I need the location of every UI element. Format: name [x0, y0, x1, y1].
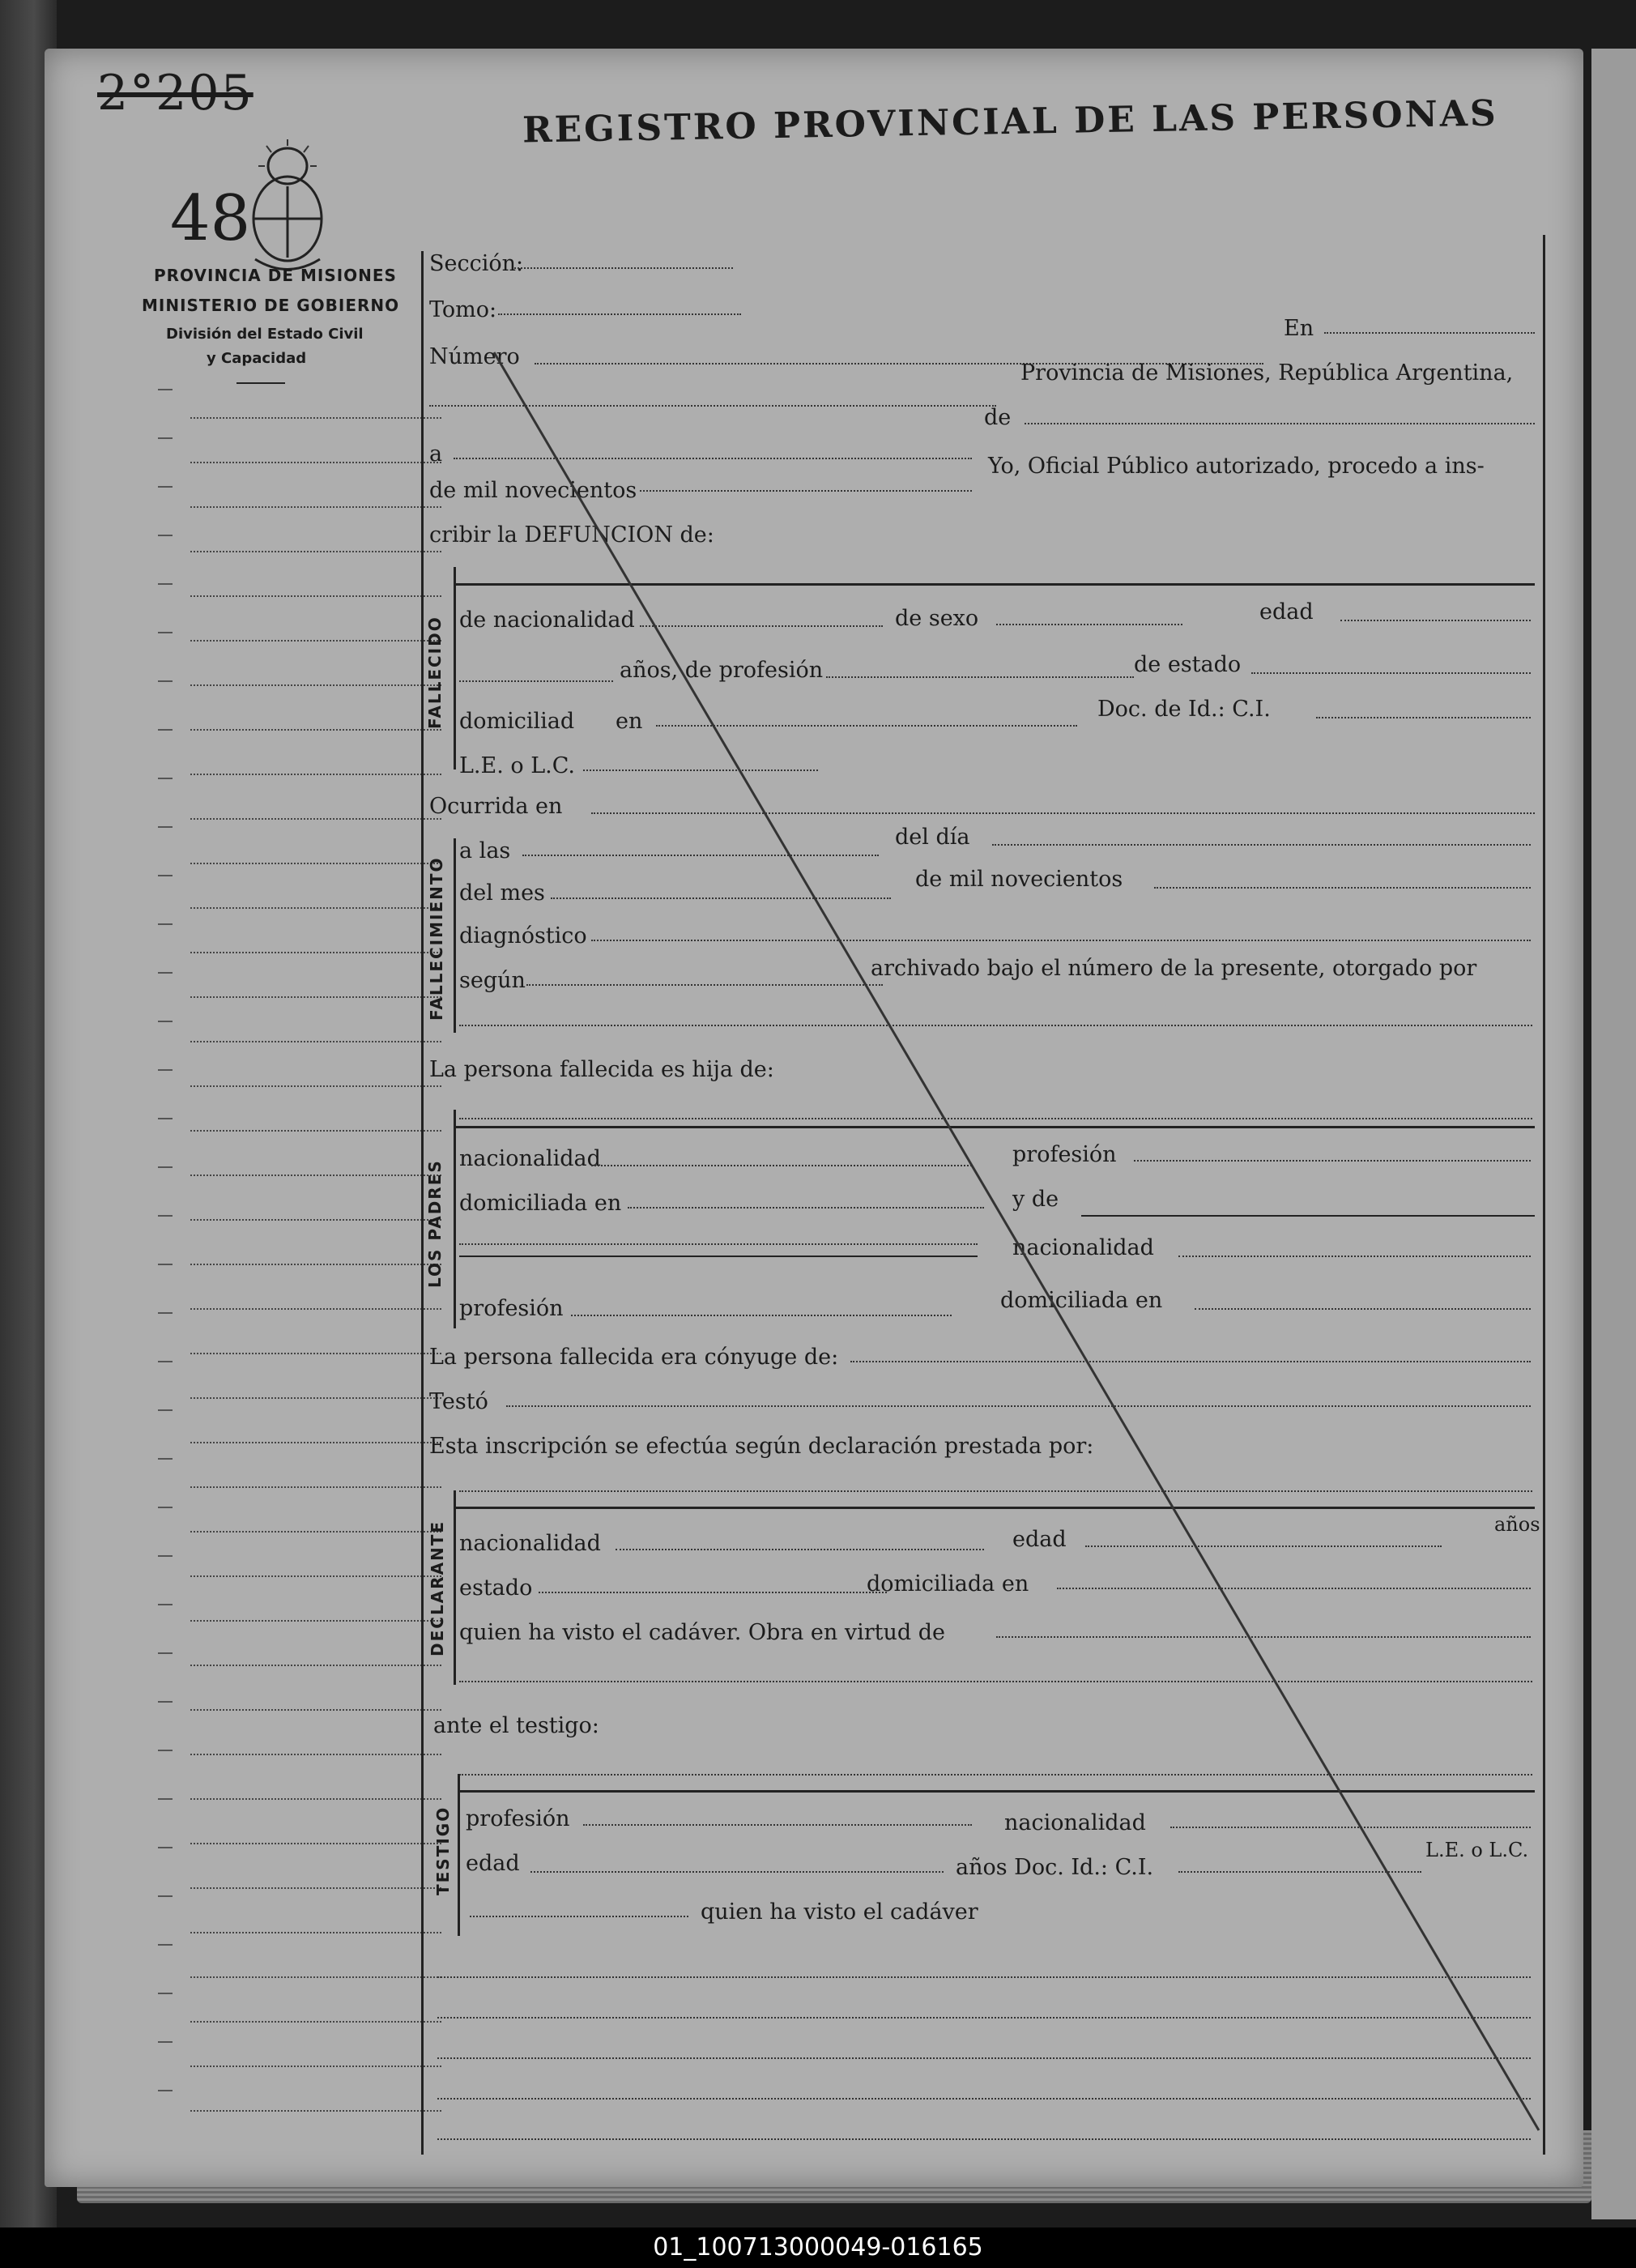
declarante-side-label: DECLARANTE [428, 1520, 447, 1656]
label-le-lc: L.E. o L.C. [459, 753, 576, 778]
label-estado: de estado [1134, 652, 1242, 677]
label-madre-nacionalidad: nacionalidad [1012, 1235, 1154, 1260]
label-test-visto: quien ha visto el cadáver [701, 1899, 978, 1925]
label-decl-estado: estado [459, 1575, 533, 1601]
label-segun: según [459, 968, 526, 993]
label-padre-profesion: profesión [1012, 1142, 1117, 1167]
label-de-mil-fallecimiento: de mil novecientos [915, 867, 1123, 892]
label-a: a [429, 441, 443, 467]
issuer-ministry: MINISTERIO DE GOBIERNO [142, 296, 400, 315]
label-decl-domiciliada: domiciliada en [867, 1571, 1029, 1597]
label-test-nacionalidad: nacionalidad [1004, 1810, 1146, 1835]
image-identifier: 01_100713000049-016165 [0, 2228, 1636, 2268]
label-en-dom: en [616, 709, 643, 734]
form-title: REGISTRO PROVINCIAL DE LAS PERSONAS [522, 92, 1499, 151]
cancellation-diagonal [45, 49, 1583, 2187]
label-test-profesion: profesión [466, 1806, 570, 1831]
label-decl-visto: quien ha visto el cadáver. Obra en virtud de [459, 1620, 946, 1645]
testigo-side-label: TESTIGO [433, 1805, 453, 1895]
issuer-capacidad: y Capacidad [207, 350, 307, 367]
label-tomo: Tomo: [429, 297, 497, 322]
label-ocurrida: Ocurrida en [429, 794, 563, 819]
label-sexo: de sexo [895, 606, 979, 631]
label-test-le-lc: L.E. o L.C. [1425, 1839, 1529, 1861]
struck-page-number: 2°205 [97, 65, 253, 122]
label-edad: edad [1259, 599, 1314, 625]
label-ante-testigo: ante el testigo: [433, 1713, 599, 1738]
label-nacionalidad: de nacionalidad [459, 608, 635, 633]
label-decl-nacionalidad: nacionalidad [459, 1531, 601, 1556]
label-madre-profesion: profesión [459, 1296, 564, 1321]
label-a-las: a las [459, 838, 511, 863]
label-seccion: Sección: [429, 251, 524, 276]
register-page [45, 49, 1583, 2187]
label-anos-profesion: años, de profesión [620, 658, 824, 683]
label-decl-anos: años [1494, 1513, 1540, 1536]
label-testo: Testó [429, 1389, 488, 1414]
label-padre-nacionalidad: nacionalidad [459, 1146, 601, 1171]
label-cribir: cribir la DEFUNCION de: [429, 522, 714, 548]
label-y-de: y de [1012, 1187, 1059, 1212]
fallecimiento-side-label: FALLECIMIENTO [427, 856, 446, 1021]
label-hija-de: La persona fallecida es hija de: [429, 1057, 774, 1082]
label-declaracion: Esta inscripción se efectúa según declaración prestada por: [429, 1434, 1094, 1459]
page-number: 48 [170, 182, 251, 255]
label-padre-domiciliada: domiciliada en [459, 1191, 622, 1216]
label-test-edad: edad [466, 1851, 520, 1876]
label-numero: Número [429, 344, 520, 369]
label-del-mes: del mes [459, 880, 545, 906]
label-del-dia: del día [895, 825, 970, 850]
label-oficial: Yo, Oficial Público autorizado, procedo a ins- [988, 454, 1485, 479]
label-provincia: Provincia de Misiones, República Argentina, [1020, 360, 1514, 386]
label-decl-edad: edad [1012, 1527, 1067, 1552]
adjacent-page-edge [1591, 49, 1636, 2219]
label-en: En [1284, 316, 1314, 341]
issuer-province: PROVINCIA DE MISIONES [154, 266, 397, 285]
label-conyuge: La persona fallecida era cónyuge de: [429, 1345, 839, 1370]
label-test-anos-doc: años Doc. Id.: C.I. [956, 1855, 1154, 1880]
label-doc-id: Doc. de Id.: C.I. [1097, 697, 1271, 722]
label-de: de [984, 405, 1012, 430]
fallecido-side-label: FALLECIDO [425, 616, 445, 729]
label-domiciliad: domiciliad [459, 709, 575, 734]
label-archivado: archivado bajo el número de la presente, otorgado por [871, 956, 1477, 981]
issuer-division: División del Estado Civil [166, 326, 364, 343]
label-diagnostico: diagnóstico [459, 923, 587, 949]
label-madre-domiciliada: domiciliada en [1000, 1288, 1163, 1313]
padres-side-label: LOS PADRES [425, 1159, 445, 1288]
label-de-mil-novecientos: de mil novecientos [429, 478, 637, 503]
